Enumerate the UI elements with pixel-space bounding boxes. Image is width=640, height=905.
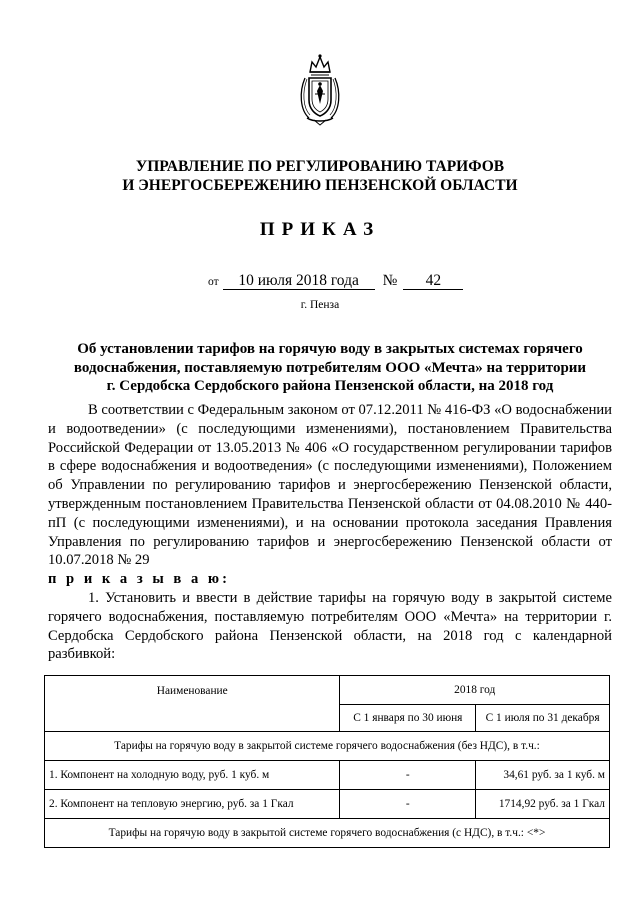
row-value-1: - xyxy=(340,790,476,819)
header-period-1: С 1 января по 30 июня xyxy=(340,705,476,732)
table-section-row xyxy=(45,732,610,761)
decree-word: п р и к а з ы в а ю: xyxy=(48,571,230,588)
order-date: 10 июля 2018 года xyxy=(223,272,375,290)
number-prefix: № xyxy=(382,272,398,289)
table-row xyxy=(45,790,610,819)
header-year: 2018 год xyxy=(340,676,610,705)
row-name: 1. Компонент на холодную воду, руб. 1 куб. м xyxy=(45,761,340,790)
preamble-text: В соответствии с Федеральным законом от 07.12.2011 № 416-ФЗ «О водоснабжении и водоотведении» (с последующими изменениями), постановлением Правительства Российской Федерации от 13.05.2013 № 406 «О государственном регулировании тарифов в сфере водоснабжения и водоотведения» (с последующими изменениями), Положением об Управлении по регулированию тарифов и энергосбережению Пензенской области, утвержденным постановлением Правительства Пензенской области от 04.08.2010 № 440-пП (с последующими изменениями), и на основании протокола заседания Правления Управления по регулированию тарифов и энергосбережению Пензенской области от 10.07.2018 № 29 xyxy=(48,402,612,569)
subject-line-1: Об установлении тарифов на горячую воду в закрытых системах горячего xyxy=(77,341,583,357)
table-section-row xyxy=(45,819,610,848)
table-row xyxy=(45,761,610,790)
order-number: 42 xyxy=(403,272,463,290)
row-name: 2. Компонент на тепловую энергию, руб. за 1 Гкал xyxy=(45,790,340,819)
order-subject xyxy=(60,340,600,396)
date-prefix: от xyxy=(208,276,219,288)
row-value-2: 34,61 руб. за 1 куб. м xyxy=(476,761,610,790)
subject-line-2: водоснабжения, поставляемую потребителям ООО «Мечта» на территории xyxy=(73,359,587,376)
section-with-vat: Тарифы на горячую воду в закрытой системе горячего водоснабжения (с НДС), в т.ч.: <*> xyxy=(45,819,610,848)
coat-of-arms-icon xyxy=(297,52,343,126)
section-without-vat: Тарифы на горячую воду в закрытой системе горячего водоснабжения (без НДС), в т.ч.: xyxy=(45,732,610,761)
city: г. Пенза xyxy=(300,299,340,311)
header-name: Наименование xyxy=(45,676,340,732)
subject-line-3: г. Сердобска Сердобского района Пензенской области, на 2018 год xyxy=(106,378,554,394)
table-header-row xyxy=(45,676,610,705)
organization-name xyxy=(0,157,640,195)
header-period-2: С 1 июля по 31 декабря xyxy=(476,705,610,732)
row-value-1: - xyxy=(340,761,476,790)
org-line-2: И ЭНЕРГОСБЕРЕЖЕНИЮ ПЕНЗЕНСКОЙ ОБЛАСТИ xyxy=(122,177,518,194)
tariff-table xyxy=(44,675,610,848)
document-type: ПРИКАЗ xyxy=(259,219,381,240)
row-value-2: 1714,92 руб. за 1 Гкал xyxy=(476,790,610,819)
org-line-1: УПРАВЛЕНИЕ ПО РЕГУЛИРОВАНИЮ ТАРИФОВ xyxy=(135,158,505,175)
clause-1-paragraph: 1. Установить и ввести в действие тарифы на горячую воду в закрытой системе горячего водоснабжения, поставляемую потребителям ООО «Мечта» на территории г. Сердобска Сердобского района Пензенской области, на 2018 год с календарной разбивкой: xyxy=(48,590,612,663)
preamble-paragraph xyxy=(48,401,612,589)
order-date-number xyxy=(208,272,463,290)
